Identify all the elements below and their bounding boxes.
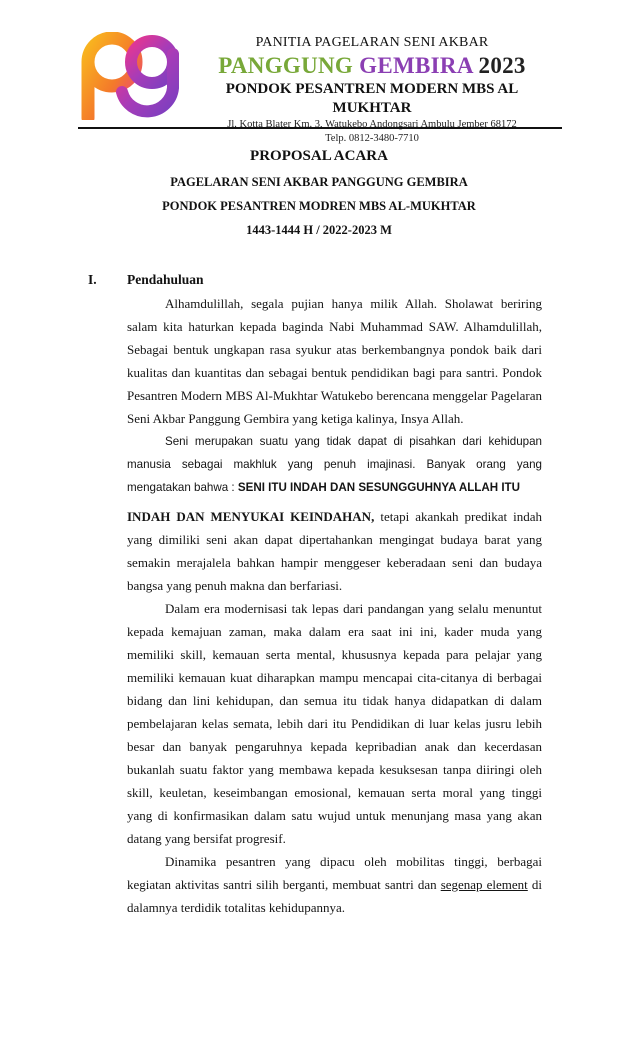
paragraph-5-end: di dalamnya terdidik totalitas kehidupannya. xyxy=(127,877,542,915)
paragraph-4: Dalam era modernisasi tak lepas dari pandangan yang selalu menuntut kepada kemajuan zaman, maka dalam era saat ini ini, kader muda yang memiliki skill, kemauan serta mental, khususnya kepada para pelajar yang memiliki kemauan kuat diharapkan mampu mencapai cita-citanya di berbagai bidang dan lini kehidupan, dan semua itu tidak hanya didapatkan di dalam pembelajaran kelas semata, lebih dari itu Pendidikan di luar kelas jusru lebih besar dan banyak pengaruhnya kepada kepribadian anak dan kecerdasan bukanlah suatu faktor yang membawa kepada kesuksesan tanpa diiringi oleh skill, keuletan, keseimbangan emosional, kemauan serta moral yang tinggi yang di konfirmasikan dalam satu wujud untuk menunjang masa yang akan datang yang bersifat progresif. xyxy=(127,601,542,846)
school-address: Jl. Kotta Blater Km. 3, Watukebo Andongsari Ambulu Jember 68172 xyxy=(227,119,517,130)
school-phone: Telp. 0812-3480-7710 xyxy=(325,133,419,144)
event-word-gembira: GEMBIRA xyxy=(359,53,473,78)
subtitle-event xyxy=(60,175,578,190)
paragraph-3-emphasis: INDAH DAN MENYUKAI KEINDAHAN, xyxy=(127,509,375,524)
proposal-title xyxy=(60,148,578,165)
paragraph-3 xyxy=(127,505,542,597)
paragraph-2-text: Seni merupakan suatu yang tidak dapat di pisahkan dari kehidupan manusia sebagai makhluk yang penuh imajinasi. Banyak orang yang mengatakan bahwa : xyxy=(127,435,542,494)
section-number: I. xyxy=(88,272,97,287)
paragraph-5-underlined: segenap element xyxy=(440,877,528,892)
subtitle-school-text: PONDOK PESANTREN MODREN MBS AL-MUKHTAR xyxy=(162,199,476,213)
paragraph-2 xyxy=(127,430,542,499)
school-name: PONDOK PESANTREN MODERN MBS AL MUKHTAR xyxy=(225,81,519,116)
paragraph-5-text: Dinamika pesantren yang dipacu oleh mobilitas tinggi, berbagai kegiatan aktivitas santri silih berganti, membuat santri dan xyxy=(127,854,542,892)
event-word-panggung: PANGGUNG xyxy=(218,53,354,78)
section-heading: Pendahuluan xyxy=(127,272,204,287)
paragraph-5 xyxy=(127,850,542,919)
subtitle-year xyxy=(60,223,578,238)
letterhead xyxy=(196,34,548,146)
subtitle-event-text: PAGELARAN SENI AKBAR PANGGUNG GEMBIRA xyxy=(170,175,468,189)
event-year: 2023 xyxy=(478,53,526,78)
subtitle-year-text: 1443-1444 H / 2022-2023 M xyxy=(246,223,392,237)
subtitle-school xyxy=(60,199,578,214)
panggung-gembira-logo xyxy=(78,32,186,120)
event-name xyxy=(196,52,548,80)
paragraph-3-text: tetapi akankah predikat indah yang dimiliki seni akan dapat dipertahankan mengingat budaya barat yang semakin merajalela bahkan hampir menggeser keberadaan seni dan budaya bangsa yang penuh makna dan berfariasi. xyxy=(127,509,542,593)
paragraph-2-emphasis: SENI ITU INDAH DAN SESUNGGUHNYA ALLAH ITU xyxy=(237,481,521,494)
proposal-title-text: PROPOSAL ACARA xyxy=(250,148,388,164)
letterhead-divider xyxy=(78,127,562,129)
section-body xyxy=(127,292,542,919)
paragraph-1: Alhamdulillah, segala pujian hanya milik Allah. Sholawat beriring salam kita haturkan kepada baginda Nabi Muhammad SAW. Alhamdulillah, Sebagai bentuk ungkapan rasa syukur atas berkembangnya pondok baik dari kualitas dan kuantitas dan sebagai bentuk pendidikan bagi para santri. Pondok Pesantren Modern MBS Al-Mukhtar Watukebo berencana menggelar Pagelaran Seni Akbar Panggung Gembira yang ketiga kalinya, Insya Allah. xyxy=(127,296,542,426)
committee-name: PANITIA PAGELARAN SENI AKBAR xyxy=(255,35,489,50)
